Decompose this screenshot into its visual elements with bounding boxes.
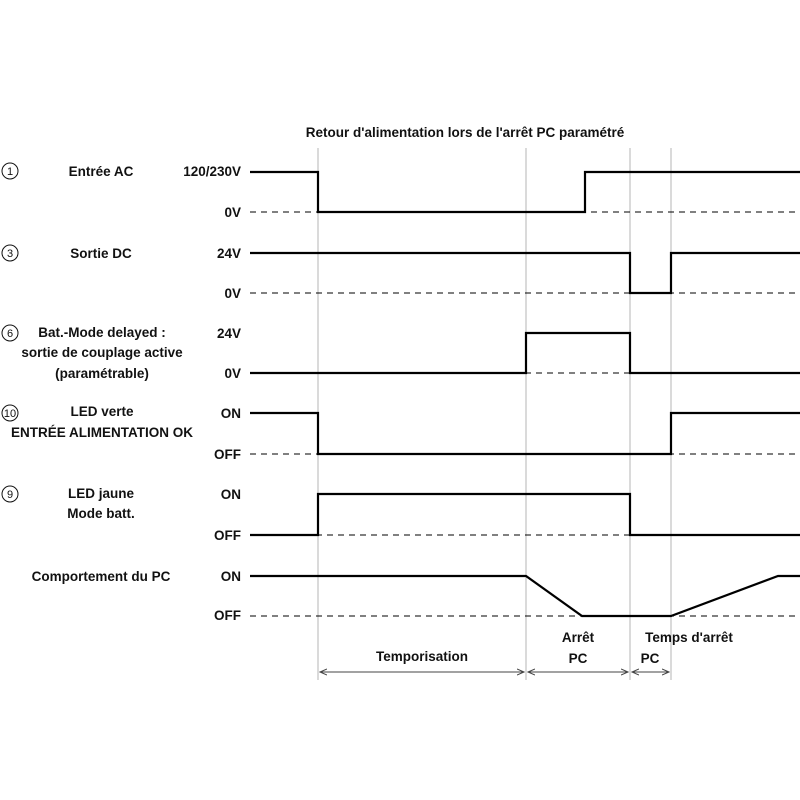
event-markers: [318, 148, 671, 680]
row-bat-mode-delayed: [2, 325, 800, 381]
low-level-label: OFF: [214, 528, 241, 543]
interval-label-temps-arret-line-1: Temps d'arrêt: [645, 630, 733, 645]
row-number: 1: [6, 166, 14, 178]
interval-label-temporisation: Temporisation: [375, 649, 469, 664]
signal-trace: [250, 413, 800, 454]
row-number: 6: [6, 328, 14, 340]
row-label-line-1: LED jaune: [67, 486, 135, 501]
row-comportement-pc: [32, 569, 800, 623]
high-level-label: 24V: [216, 326, 241, 341]
signal-trace: [250, 576, 800, 616]
row-led-verte: [2, 404, 800, 462]
interval-label-arret-pc-line-1: Arrêt: [561, 630, 595, 645]
signal-trace: [250, 253, 800, 293]
row-label: Entrée AC: [68, 164, 134, 179]
row-label: Sortie DC: [70, 246, 132, 261]
row-label-line-1: LED verte: [70, 404, 134, 419]
row-number: 3: [6, 248, 14, 260]
high-level-label: ON: [220, 569, 241, 584]
row-label-line-2: sortie de couplage active: [21, 345, 183, 360]
high-level-label: ON: [220, 487, 241, 502]
diagram-title: Retour d'alimentation lors de l'arrêt PC paramétré: [305, 125, 625, 140]
row-label: Comportement du PC: [31, 569, 171, 584]
interval-label-arret-pc-line-2: PC: [568, 651, 588, 666]
high-level-label: ON: [220, 406, 241, 421]
low-level-label: 0V: [224, 366, 241, 381]
signal-trace: [250, 333, 800, 373]
row-label-line-1: Bat.-Mode delayed :: [38, 325, 166, 340]
signal-trace: [250, 172, 800, 212]
low-level-label: OFF: [214, 608, 241, 623]
row-label-line-2: ENTRÉE ALIMENTATION OK: [11, 425, 193, 440]
row-sortie-dc: [2, 245, 800, 301]
row-entree-ac: [2, 163, 800, 220]
row-number: 9: [6, 489, 14, 501]
low-level-label: 0V: [224, 205, 241, 220]
row-label-line-3: (paramétrable): [55, 366, 149, 381]
high-level-label: 24V: [216, 246, 241, 261]
row-label-line-2: Mode batt.: [67, 506, 135, 521]
high-level-label: 120/230V: [183, 164, 241, 179]
row-number: 10: [3, 408, 17, 420]
low-level-label: OFF: [214, 447, 241, 462]
row-led-jaune: [2, 486, 800, 543]
interval-label-temps-arret-line-2: PC: [640, 651, 660, 666]
low-level-label: 0V: [224, 286, 241, 301]
signal-trace: [250, 494, 800, 535]
